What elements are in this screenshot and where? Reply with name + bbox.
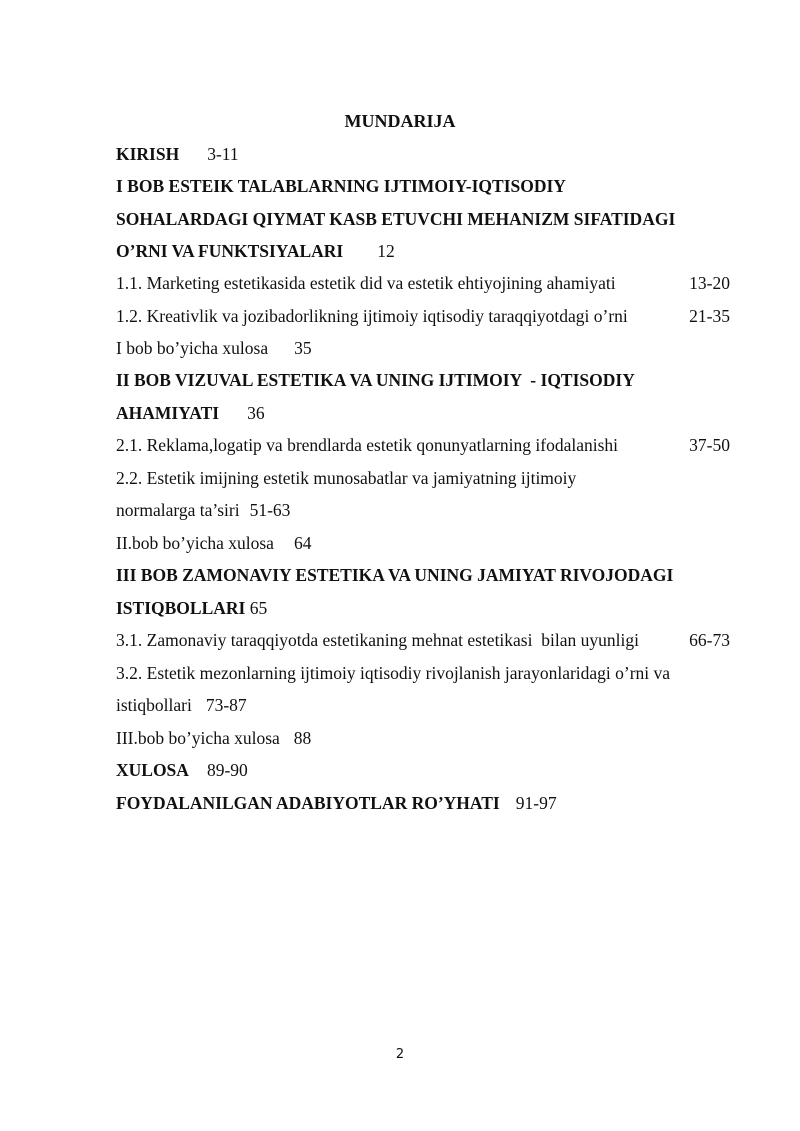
toc-conclusion — [116, 759, 730, 781]
toc-entry-text: II BOB VIZUVAL ESTETIKA VA UNING IJTIMOIY - IQTISODIY — [116, 370, 635, 390]
toc-entry-page: 89-90 — [206, 760, 248, 780]
toc-entry-page: 88 — [293, 728, 312, 748]
toc-entry-page: 64 — [293, 533, 312, 553]
toc-entry-page: 37-50 — [689, 435, 730, 455]
toc-chapter-2-line-2 — [116, 402, 730, 424]
toc-chapter-1-summary — [116, 337, 730, 359]
toc-entry-text: XULOSA — [116, 760, 189, 780]
toc-entry-text: ISTIQBOLLARI — [116, 598, 246, 618]
toc-entry-text: 3.2. Estetik mezonlarning ijtimoiy iqtisodiy rivojlanish jarayonlaridagi o’rni va — [116, 663, 671, 683]
toc-entry-text: II.bob bo’yicha xulosa — [116, 533, 274, 553]
toc-entry-page: 51-63 — [249, 500, 291, 520]
toc-entry-text: 1.1. Marketing estetikasida estetik did va estetik ehtiyojining ahamiyati — [116, 273, 616, 293]
toc-section-1-1 — [116, 272, 730, 294]
toc-entry-page: 12 — [377, 241, 395, 261]
toc-entry-text: KIRISH — [116, 144, 180, 164]
toc-section-3-2-line-2 — [116, 694, 730, 716]
toc-chapter-1-line-3 — [116, 240, 730, 262]
toc-entry-text: FOYDALANILGAN ADABIYOTLAR RO’YHATI — [116, 793, 500, 813]
toc-chapter-2-summary — [116, 532, 730, 554]
toc-entry-text: 2.2. Estetik imijning estetik munosabatlar va jamiyatning ijtimoiy — [116, 468, 577, 488]
toc-chapter-3-line-2 — [116, 597, 730, 619]
toc-entry-text: III.bob bo’yicha xulosa — [116, 728, 280, 748]
toc-entry-text: istiqbollari — [116, 695, 192, 715]
toc-chapter-1-line-2 — [116, 208, 730, 230]
toc-chapter-3-summary — [116, 727, 730, 749]
toc-entry-text: SOHALARDAGI QIYMAT KASB ETUVCHI MEHANIZM SIFATIDAGI — [116, 209, 676, 229]
toc-title: MUNDARIJA — [344, 111, 456, 131]
toc-section-3-2-line-1 — [116, 662, 730, 684]
toc-section-2-2-line-2 — [116, 499, 730, 521]
toc-chapter-2-line-1 — [116, 369, 730, 391]
toc-entry-text: 2.1. Reklama,logatip va brendlarda estetik qonunyatlarning ifodalanishi — [116, 435, 619, 455]
toc-entry-text: normalarga ta’siri — [116, 500, 240, 520]
toc-section-2-1 — [116, 434, 730, 456]
toc-entry-page: 66-73 — [689, 630, 730, 650]
toc-entry-page: 65 — [249, 598, 268, 618]
toc-entry-text: I bob bo’yicha xulosa — [116, 338, 269, 358]
toc-entry-page: 35 — [294, 338, 312, 358]
toc-entry-page: 73-87 — [205, 695, 247, 715]
toc-section-1-2 — [116, 305, 730, 327]
toc-entry-page: 36 — [247, 403, 265, 423]
toc-entry-text: 1.2. Kreativlik va jozibadorlikning ijtimoiy iqtisodiy taraqqiyotdagi o’rni — [116, 306, 628, 326]
toc-chapter-1-line-1 — [116, 175, 730, 197]
toc-entry-text: O’RNI VA FUNKTSIYALARI — [116, 241, 344, 261]
toc-entry-text: 3.1. Zamonaviy taraqqiyotda estetikaning mehnat estetikasi bilan uyunligi — [116, 630, 639, 650]
toc-entry-text: I BOB ESTEIK TALABLARNING IJTIMOIY-IQTISODIY — [116, 176, 566, 196]
toc-entry-intro — [116, 143, 730, 165]
page-number: 2 — [395, 1047, 405, 1062]
toc-entry-page: 3-11 — [207, 144, 239, 164]
toc-entry-text: III BOB ZAMONAVIY ESTETIKA VA UNING JAMIYAT RIVOJODAGI — [116, 565, 674, 585]
toc-entry-page: 13-20 — [689, 273, 730, 293]
toc-entry-text: AHAMIYATI — [116, 403, 220, 423]
toc-bibliography — [116, 792, 730, 814]
toc-entry-page: 21-35 — [689, 306, 730, 326]
toc-chapter-3-line-1 — [116, 564, 730, 586]
toc-section-2-2-line-1 — [116, 467, 730, 489]
toc-section-3-1 — [116, 629, 730, 651]
toc-entry-page: 91-97 — [515, 793, 557, 813]
